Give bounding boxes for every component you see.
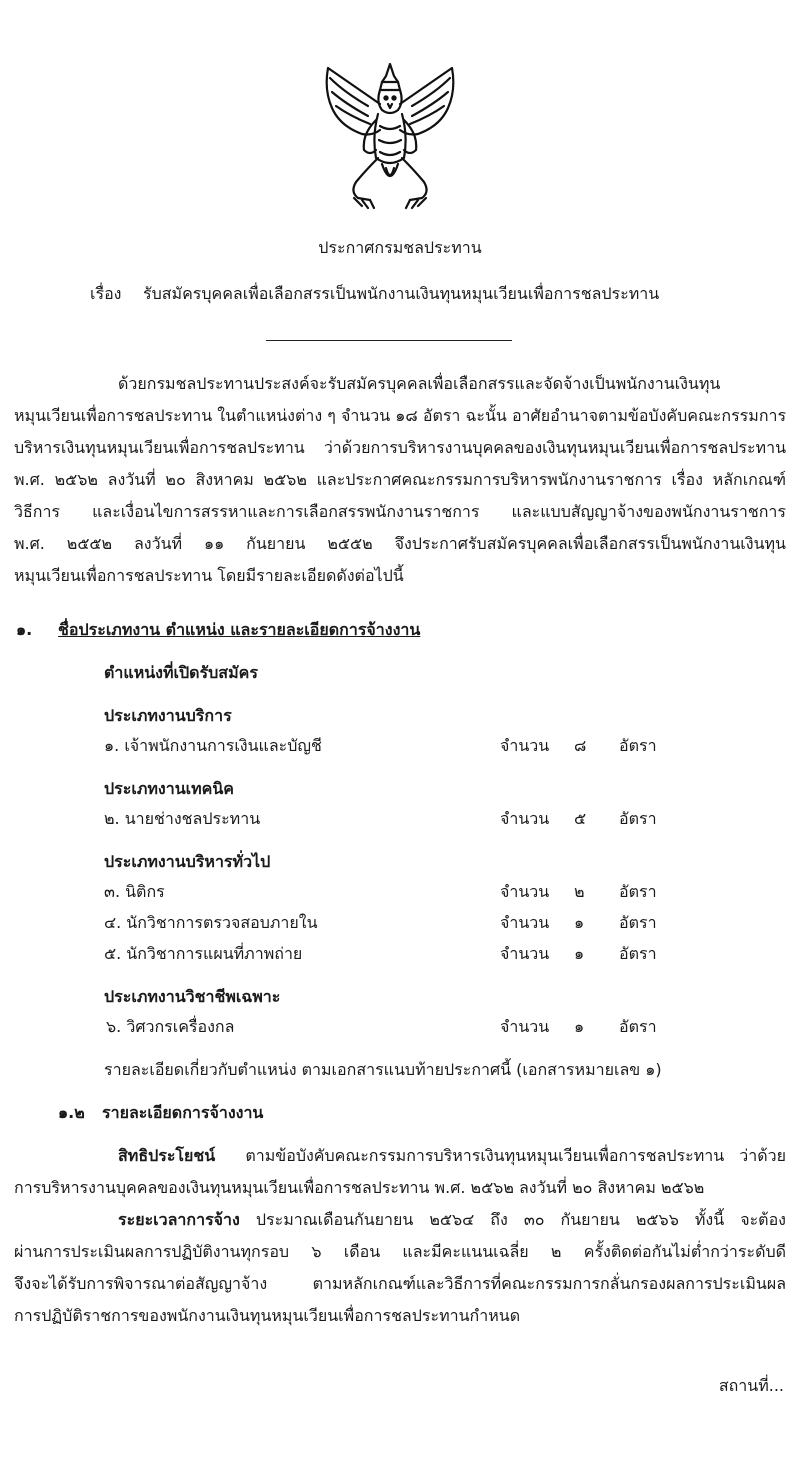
count-unit: อัตรา <box>619 882 657 901</box>
intro-line: หมุนเวียนเพื่อการชลประทาน โดยมีรายละเอียดดังต่อไปนี้ <box>14 566 404 585</box>
position-name: ๑. เจ้าพนักงานการเงินและบัญชี <box>104 736 322 755</box>
position-count: ๑ <box>574 944 585 963</box>
announcement-title: ประกาศกรมชลประทาน <box>318 238 482 257</box>
position-count: ๒ <box>574 882 585 901</box>
benefits-line <box>14 1140 786 1172</box>
title-divider <box>266 340 512 341</box>
count-label: จำนวน <box>500 944 550 963</box>
count-unit: อัตรา <box>619 809 657 828</box>
period-label: ระยะเวลาการจ้าง <box>118 1210 240 1229</box>
position-count: ๘ <box>574 736 587 755</box>
count-label: จำนวน <box>500 882 550 901</box>
announcement-subject: รับสมัครบุคคลเพื่อเลือกสรรเป็นพนักงานเงินทุนหมุนเวียนเพื่อการชลประทาน <box>143 284 660 303</box>
benefits-line: การบริหารงานบุคคลของเงินทุนหมุนเวียนเพื่อการชลประทาน พ.ศ. ๒๕๖๒ ลงวันที่ ๒๐ สิงหาคม ๒๕๖๒ <box>14 1178 705 1197</box>
intro-line: พ.ศ. ๒๕๖๒ ลงวันที่ ๒๐ สิงหาคม ๒๕๖๒ และประกาศคณะกรรมการบริหารพนักงานราชการ เรื่อง หลักเกณฑ์ <box>14 470 786 489</box>
benefits-paragraph <box>14 1140 786 1204</box>
intro-line: วิธีการ และเงื่อนไขการสรรหาและการเลือกสรรพนักงานราชการ และแบบสัญญาจ้างของพนักงานราชการ <box>14 502 786 521</box>
position-name: ๔. นักวิชาการตรวจสอบภายใน <box>104 913 318 932</box>
position-count: ๑ <box>574 913 585 932</box>
position-name: ๕. นักวิชาการแผนที่ภาพถ่าย <box>104 944 303 963</box>
section-1-2-heading: รายละเอียดการจ้างงาน <box>102 1103 264 1122</box>
category-name: ประเภทงานบริการ <box>104 706 232 725</box>
period-line: จึงจะได้รับการพิจารณาต่อสัญญาจ้าง ตามหลักเกณฑ์และวิธีการที่คณะกรรมการกลั่นกรองผลการประเมินผล <box>14 1274 786 1293</box>
subject-label: เรื่อง <box>90 284 122 303</box>
count-label: จำนวน <box>500 913 550 932</box>
period-line: ผ่านการประเมินผลการปฏิบัติงานทุกรอบ ๖ เดือน และมีคะแนนเฉลี่ย ๒ ครั้งติดต่อกันไม่ต่ำกว่าระดับดี <box>14 1242 786 1261</box>
intro-line: หมุนเวียนเพื่อการชลประทาน ในตำแหน่งต่าง ๆ จำนวน ๑๘ อัตรา ฉะนั้น อาศัยอำนาจตามข้อบังคับคณะกรรมการ <box>14 406 786 425</box>
count-label: จำนวน <box>500 1017 550 1036</box>
position-name: ๖. วิศวกรเครื่องกล <box>106 1017 235 1036</box>
intro-paragraph <box>14 368 786 592</box>
count-unit: อัตรา <box>619 944 657 963</box>
benefits-text: ตามข้อบังคับคณะกรรมการบริหารเงินทุนหมุนเวียนเพื่อการชลประทาน ว่าด้วย <box>245 1146 786 1165</box>
period-line: การปฏิบัติราชการของพนักงานเงินทุนหมุนเวียนเพื่อการชลประทานกำหนด <box>14 1306 521 1325</box>
position-count: ๕ <box>574 809 587 828</box>
details-note: รายละเอียดเกี่ยวกับตำแหน่ง ตามเอกสารแนบท้ายประกาศนี้ (เอกสารหมายเลข ๑) <box>104 1060 662 1079</box>
intro-line: บริหารเงินทุนหมุนเวียนเพื่อการชลประทาน ว่าด้วยการบริหารงานบุคคลของเงินทุนหมุนเวียนเพื่อการชลประทาน <box>14 438 786 457</box>
count-label: จำนวน <box>500 809 550 828</box>
section-1-heading: ชื่อประเภทงาน ตำแหน่ง และรายละเอียดการจ้างงาน <box>58 620 421 639</box>
count-label: จำนวน <box>500 736 550 755</box>
section-1-number: ๑. <box>16 620 33 639</box>
continuation-text: สถานที่... <box>718 1376 784 1395</box>
count-unit: อัตรา <box>619 736 657 755</box>
count-unit: อัตรา <box>619 1017 657 1036</box>
period-text: ประมาณเดือนกันยายน ๒๕๖๔ ถึง ๓๐ กันยายน ๒๕๖๖ ทั้งนี้ จะต้อง <box>255 1210 786 1229</box>
category-name: ประเภทงานเทคนิค <box>104 779 234 798</box>
count-unit: อัตรา <box>619 913 657 932</box>
category-name: ประเภทงานบริหารทั่วไป <box>104 852 271 871</box>
position-name: ๓. นิติกร <box>104 882 165 901</box>
period-line <box>14 1204 786 1236</box>
intro-line: พ.ศ. ๒๕๕๒ ลงวันที่ ๑๑ กันยายน ๒๕๕๒ จึงประกาศรับสมัครบุคคลเพื่อเลือกสรรเป็นพนักงานเงินทุน <box>14 534 786 553</box>
intro-line: ด้วยกรมชลประทานประสงค์จะรับสมัครบุคคลเพื่อเลือกสรรและจัดจ้างเป็นพนักงานเงินทุน <box>118 374 721 393</box>
position-count: ๑ <box>574 1017 585 1036</box>
category-name: ประเภทงานวิชาชีพเฉพาะ <box>104 987 281 1006</box>
period-paragraph <box>14 1204 786 1332</box>
garuda-emblem-icon <box>310 60 470 210</box>
section-1-2-number: ๑.๒ <box>58 1103 85 1122</box>
open-positions-heading: ตำแหน่งที่เปิดรับสมัคร <box>104 663 258 682</box>
benefits-label: สิทธิประโยชน์ <box>118 1146 216 1165</box>
position-name: ๒. นายช่างชลประทาน <box>104 809 261 828</box>
